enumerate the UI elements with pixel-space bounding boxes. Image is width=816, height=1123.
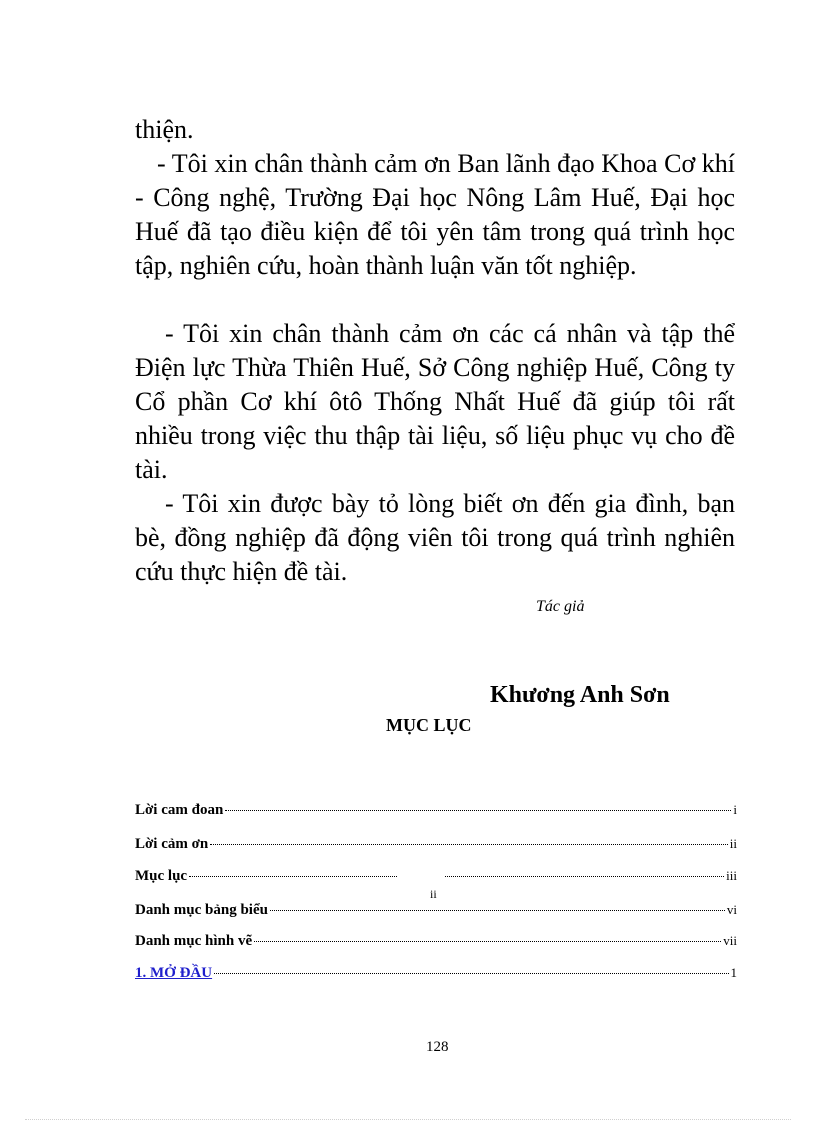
body-paragraph-3: - Tôi xin chân thành cảm ơn các cá nhân và tập thể Điện lực Thừa Thiên Huế, Sở Công nghiệp Huế, Công ty Cổ phần Cơ khí ôtô Thống Nhất Huế đã giúp tôi rất nhiều trong việc thu thập tài liệu, số liệu phục vụ cho đề tài. — [135, 319, 735, 484]
toc-leader-dots — [445, 875, 724, 877]
toc-entry-label: Lời cảm ơn — [135, 836, 209, 852]
toc-entry[interactable] — [135, 965, 737, 985]
toc-entry-label: Lời cam đoan — [135, 802, 224, 818]
toc-leader-dots — [225, 809, 731, 811]
toc-entry-label: Danh mục bảng biểu — [135, 902, 268, 918]
page-edge — [25, 1119, 791, 1120]
toc-leader-dots — [214, 972, 728, 974]
toc-entry — [135, 902, 737, 922]
toc-entry — [135, 933, 737, 953]
toc-leader-dots — [270, 909, 725, 911]
page-number: 128 — [426, 1039, 449, 1055]
toc-entry-page: vii — [723, 933, 737, 948]
author-role: Tác giả — [536, 598, 585, 615]
toc-leader-dots — [189, 875, 397, 877]
toc-leader-dots — [254, 940, 721, 942]
toc-entry-page: ii — [729, 836, 737, 851]
body-paragraph-2: - Tôi xin chân thành cảm ơn Ban lãnh đạo Khoa Cơ khí - Công nghệ, Trường Đại học Nông Lâm Huế, Đại học Huế đã tạo điều kiện để tôi yên tâm trong quá trình học tập, nghiên cứu, hoàn thành luận văn tốt nghiệp. — [135, 149, 735, 280]
toc-entry — [135, 836, 737, 856]
toc-entry — [135, 868, 737, 888]
roman-page-marker: ii — [430, 887, 437, 901]
toc-entry-page: vi — [726, 902, 737, 917]
toc-title: MỤC LỤC — [386, 715, 472, 735]
body-paragraph-1: thiện. — [135, 115, 194, 144]
body-paragraph-4: - Tôi xin được bày tỏ lòng biết ơn đến gia đình, bạn bè, đồng nghiệp đã động viên tôi trong quá trình nghiên cứu thực hiện đề tài. — [135, 489, 735, 586]
toc-entry-page: 1 — [730, 965, 737, 980]
toc-entry — [135, 802, 737, 822]
toc-entry-page: i — [733, 802, 737, 817]
toc-entry-link-mo-dau[interactable]: 1. MỞ ĐẦU — [135, 965, 213, 981]
author-name: Khương Anh Sơn — [490, 682, 670, 708]
toc-entry-label: Mục lục — [135, 868, 188, 884]
toc-entry-label: Danh mục hình vẽ — [135, 933, 253, 949]
toc-leader-dots — [210, 843, 727, 845]
toc-entry-page: iii — [726, 868, 737, 883]
